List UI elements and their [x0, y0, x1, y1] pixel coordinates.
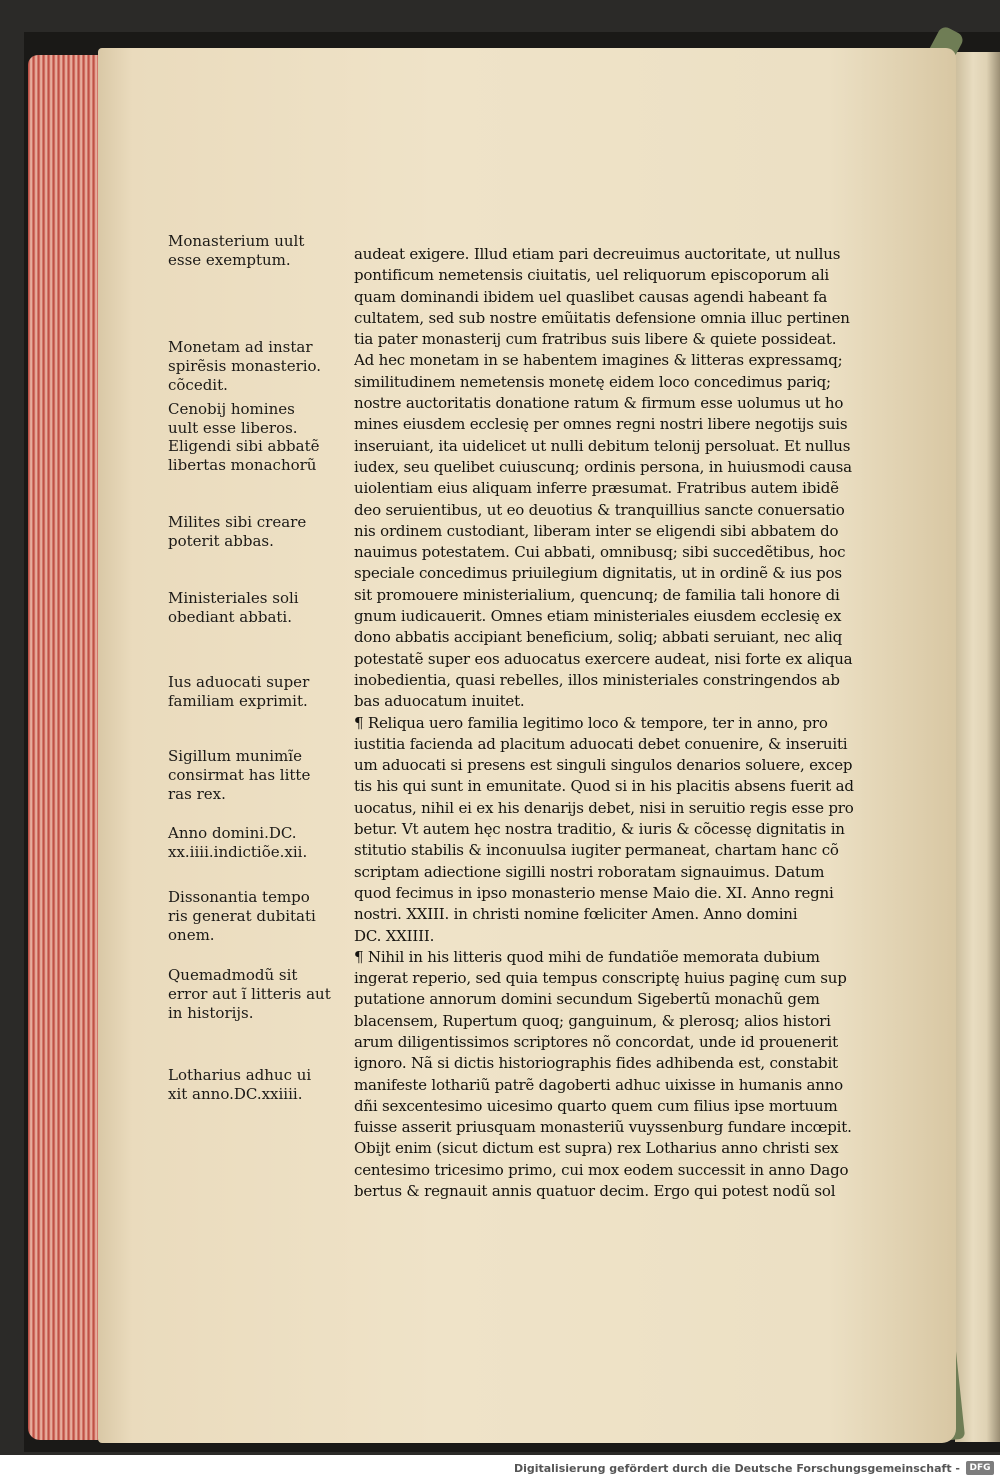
text-line: um aduocati si presens est singuli singulos denarios soluere, excep	[354, 756, 853, 775]
text-line: sit promouere ministerialium, quencunq; de familia tali honore di	[354, 585, 840, 604]
footer-bar	[0, 1455, 1000, 1483]
text-line: uiolentiam eius aliquam inferre præsumat. Fratribus autem ibidẽ	[354, 479, 839, 498]
text-line: fuisse asserit priusquam monasteriũ vuyssenburg fundare incœpit.	[354, 1118, 852, 1137]
text-line: ¶ Reliqua uero familia legitimo loco & tempore, ter in anno, pro	[354, 713, 828, 732]
text-line: deo seruientibus, ut eo deuotius & tranquillius sancte conuersatio	[354, 500, 845, 519]
text-line: gnum iudicauerit. Omnes etiam ministeriales eiusdem ecclesię ex	[354, 607, 842, 626]
text-line: similitudinem nemetensis monetę eidem loco concedimus pariq;	[354, 372, 831, 391]
text-line: stitutio stabilis & inconuulsa iugiter permaneat, chartam hanc cõ	[354, 841, 839, 860]
marginal-note: Sigillum munimĩe consirmat has litte ras rex.	[168, 747, 311, 803]
text-line: inobedientia, quasi rebelles, illos ministeriales constringendos ab	[354, 670, 840, 689]
text-line: mines eiusdem ecclesię per omnes regni nostri libere negotijs suis	[354, 415, 848, 434]
text-line: scriptam adiectione sigilli nostri roboratam signauimus. Datum	[354, 862, 825, 881]
text-line: Obijt enim (sicut dictum est supra) rex Lotharius anno christi sex	[354, 1139, 839, 1158]
text-line: ingerat reperio, sed quia tempus conscriptę huius paginę cum sup	[354, 969, 847, 988]
text-line: ¶ Nihil in his litteris quod mihi de fundatiõe memorata dubium	[354, 947, 820, 966]
marginal-note: Anno domini.DC. xx.iiii.indictiõe.xii.	[168, 824, 308, 861]
text-line: blacensem, Rupertum quoq; ganguinum, & plerosq; alios histori	[354, 1011, 831, 1030]
text-line: tia pater monasterij cum fratribus suis libere & quiete possideat.	[354, 330, 837, 349]
text-line: DC. XXIIII.	[354, 926, 435, 945]
text-line: nis ordinem custodiant, liberam inter se eligendi sibi abbatem do	[354, 521, 839, 540]
text-line: ignoro. Nã si dictis historiographis fides adhibenda est, constabit	[354, 1054, 838, 1073]
text-line: putatione annorum domini secundum Sigebertũ monachũ gem	[354, 990, 820, 1009]
text-line: Ad hec monetam in se habentem imagines & litteras expressamq;	[354, 351, 843, 370]
marginal-note: Lotharius adhuc ui xit anno.DC.xxiiii.	[168, 1066, 312, 1103]
text-line: bas aduocatum inuitet.	[354, 692, 525, 711]
marginal-note: Dissonantia tempo ris generat dubitati onem.	[168, 888, 316, 944]
text-line: iustitia facienda ad placitum aduocati debet conuenire, & inseruiti	[354, 734, 848, 753]
text-line: quam dominandi ibidem uel quaslibet causas agendi habeant fa	[354, 287, 828, 306]
marginal-note: Ministeriales soli obediant abbati.	[168, 589, 299, 626]
dfg-logo: DFG	[966, 1461, 994, 1475]
text-line: dono abbatis accipiant beneficium, soliq; abbati seruiant, nec aliq	[354, 628, 843, 647]
text-line: nostre auctoritatis donatione ratum & firmum esse uolumus ut ho	[354, 394, 844, 413]
text-line: iudex, seu quelibet cuiuscunq; ordinis persona, in huiusmodi causa	[354, 457, 852, 476]
red-page-edges	[28, 55, 104, 1440]
text-line: bertus & regnauit annis quatuor decim. Ergo qui potest nodũ sol	[354, 1182, 836, 1201]
text-line: nostri. XXIII. in christi nomine fœliciter Amen. Anno domini	[354, 905, 798, 924]
text-line: nauimus potestatem. Cui abbati, omnibusq; sibi succedẽtibus, hoc	[354, 543, 846, 562]
marginal-note: Monetam ad instar spirẽsis monasterio. cõcedit.	[168, 338, 322, 394]
text-line: pontificum nemetensis ciuitatis, uel reliquorum episcoporum ali	[354, 266, 830, 285]
text-line: dñi sexcentesimo uicesimo quarto quem cum filius ipse mortuum	[354, 1096, 838, 1115]
text-line: tis his qui sunt in emunitate. Quod si in his placitis absens fuerit ad	[354, 777, 854, 796]
text-line: arum diligentissimos scriptores nõ concordat, unde id prouenerit	[354, 1032, 838, 1051]
marginal-note: Ius aduocati super familiam exprimit.	[168, 673, 310, 710]
text-line: betur. Vt autem hęc nostra traditio, & iuris & cõcessę dignitatis in	[354, 820, 845, 839]
facing-page-edge	[955, 52, 1000, 1442]
marginal-note: Cenobij homines uult esse liberos.	[168, 400, 298, 437]
text-line: speciale concedimus priuilegium dignitatis, ut in ordinẽ & ius pos	[354, 564, 842, 583]
text-line: centesimo tricesimo primo, cui mox eodem successit in anno Dago	[354, 1160, 849, 1179]
text-line: cultatem, sed sub nostre emũitatis defensione omnia illuc pertinen	[354, 308, 850, 327]
main-text-block	[354, 244, 864, 1202]
marginal-note: Monasterium uult esse exemptum.	[168, 232, 305, 269]
text-line: manifeste lothariũ patrẽ dagoberti adhuc uixisse in humanis anno	[354, 1075, 844, 1094]
text-line: potestatẽ super eos aduocatus exercere audeat, nisi forte ex aliqua	[354, 649, 853, 668]
text-line: inseruiant, ita uidelicet ut nulli debitum telonij persoluat. Et nullus	[354, 436, 851, 455]
text-line: audeat exigere. Illud etiam pari decreuimus auctoritate, ut nullus	[354, 245, 841, 263]
marginal-note: Eligendi sibi abbatẽ libertas monachorũ	[168, 437, 320, 474]
text-line: quod fecimus in ipso monasterio mense Maio die. XI. Anno regni	[354, 883, 834, 902]
text-line: uocatus, nihil ei ex his denarijs debet, nisi in seruitio regis esse pro	[354, 798, 854, 817]
digitization-credit: Digitalisierung gefördert durch die Deutsche Forschungsgemeinschaft -	[513, 1462, 960, 1475]
marginal-note: Quemadmodũ sit error aut ĩ litteris aut in historijs.	[168, 966, 331, 1022]
marginal-note: Milites sibi creare poterit abbas.	[168, 513, 307, 550]
